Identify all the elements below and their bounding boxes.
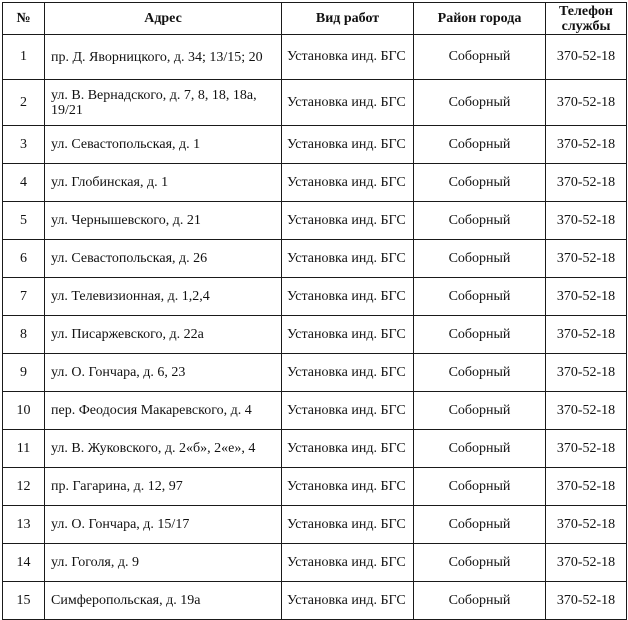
- row-address: ул. О. Гончара, д. 15/17: [45, 506, 282, 544]
- row-work-type: Установка инд. БГС: [282, 240, 414, 278]
- header-phone: Телефон службы: [546, 3, 627, 35]
- table-row: [3, 354, 627, 392]
- row-phone: 370-52-18: [546, 354, 627, 392]
- row-district: Соборный: [414, 354, 546, 392]
- row-address: ул. О. Гончара, д. 6, 23: [45, 354, 282, 392]
- row-district: Соборный: [414, 278, 546, 316]
- row-num: 15: [3, 582, 45, 620]
- row-district: Соборный: [414, 468, 546, 506]
- row-district: Соборный: [414, 544, 546, 582]
- row-district: Соборный: [414, 126, 546, 164]
- row-num: 10: [3, 392, 45, 430]
- table-row: [3, 80, 627, 126]
- row-work-type: Установка инд. БГС: [282, 582, 414, 620]
- row-phone: 370-52-18: [546, 35, 627, 80]
- table-row: [3, 240, 627, 278]
- row-district: Соборный: [414, 506, 546, 544]
- row-num: 13: [3, 506, 45, 544]
- row-num: 4: [3, 164, 45, 202]
- row-num: 11: [3, 430, 45, 468]
- row-phone: 370-52-18: [546, 430, 627, 468]
- row-phone: 370-52-18: [546, 316, 627, 354]
- row-district: Соборный: [414, 202, 546, 240]
- row-work-type: Установка инд. БГС: [282, 164, 414, 202]
- row-phone: 370-52-18: [546, 240, 627, 278]
- work-schedule-table: [2, 2, 627, 620]
- table-row: [3, 430, 627, 468]
- header-num: №: [3, 3, 45, 35]
- row-address: ул. В. Жуковского, д. 2«б», 2«е», 4: [45, 430, 282, 468]
- row-work-type: Установка инд. БГС: [282, 430, 414, 468]
- row-work-type: Установка инд. БГС: [282, 278, 414, 316]
- row-address: ул. В. Вернадского, д. 7, 8, 18, 18а, 19/21: [45, 80, 282, 126]
- table-row: [3, 202, 627, 240]
- table-row: [3, 316, 627, 354]
- row-district: Соборный: [414, 80, 546, 126]
- row-address: Симферопольская, д. 19а: [45, 582, 282, 620]
- row-address: ул. Севастопольская, д. 1: [45, 126, 282, 164]
- table-row: [3, 392, 627, 430]
- row-address: ул. Чернышевского, д. 21: [45, 202, 282, 240]
- row-address: пр. Гагарина, д. 12, 97: [45, 468, 282, 506]
- row-district: Соборный: [414, 164, 546, 202]
- header-district: Район города: [414, 3, 546, 35]
- table-header-row: [3, 3, 627, 35]
- table-row: [3, 582, 627, 620]
- row-num: 3: [3, 126, 45, 164]
- row-work-type: Установка инд. БГС: [282, 392, 414, 430]
- row-phone: 370-52-18: [546, 278, 627, 316]
- row-phone: 370-52-18: [546, 164, 627, 202]
- row-phone: 370-52-18: [546, 468, 627, 506]
- row-num: 14: [3, 544, 45, 582]
- row-num: 7: [3, 278, 45, 316]
- row-address: ул. Писаржевского, д. 22а: [45, 316, 282, 354]
- header-address: Адрес: [45, 3, 282, 35]
- row-work-type: Установка инд. БГС: [282, 506, 414, 544]
- row-district: Соборный: [414, 430, 546, 468]
- table-row: [3, 506, 627, 544]
- row-num: 1: [3, 35, 45, 80]
- row-num: 9: [3, 354, 45, 392]
- row-work-type: Установка инд. БГС: [282, 316, 414, 354]
- row-phone: 370-52-18: [546, 392, 627, 430]
- row-address: пр. Д. Яворницкого, д. 34; 13/15; 20: [45, 35, 282, 80]
- row-phone: 370-52-18: [546, 582, 627, 620]
- row-district: Соборный: [414, 582, 546, 620]
- row-phone: 370-52-18: [546, 126, 627, 164]
- row-district: Соборный: [414, 240, 546, 278]
- table-body: [3, 35, 627, 620]
- row-work-type: Установка инд. БГС: [282, 202, 414, 240]
- row-work-type: Установка инд. БГС: [282, 468, 414, 506]
- row-num: 8: [3, 316, 45, 354]
- row-phone: 370-52-18: [546, 544, 627, 582]
- table-row: [3, 164, 627, 202]
- table-row: [3, 278, 627, 316]
- row-work-type: Установка инд. БГС: [282, 126, 414, 164]
- row-address: ул. Телевизионная, д. 1,2,4: [45, 278, 282, 316]
- row-work-type: Установка инд. БГС: [282, 354, 414, 392]
- row-num: 12: [3, 468, 45, 506]
- row-district: Соборный: [414, 316, 546, 354]
- table-row: [3, 126, 627, 164]
- header-work-type: Вид работ: [282, 3, 414, 35]
- row-address: ул. Севастопольская, д. 26: [45, 240, 282, 278]
- row-district: Соборный: [414, 35, 546, 80]
- table-row: [3, 544, 627, 582]
- table-row: [3, 468, 627, 506]
- row-work-type: Установка инд. БГС: [282, 35, 414, 80]
- row-phone: 370-52-18: [546, 80, 627, 126]
- table-row: [3, 35, 627, 80]
- row-num: 5: [3, 202, 45, 240]
- row-address: ул. Глобинская, д. 1: [45, 164, 282, 202]
- row-address: ул. Гоголя, д. 9: [45, 544, 282, 582]
- row-work-type: Установка инд. БГС: [282, 80, 414, 126]
- row-phone: 370-52-18: [546, 202, 627, 240]
- row-num: 2: [3, 80, 45, 126]
- row-district: Соборный: [414, 392, 546, 430]
- row-phone: 370-52-18: [546, 506, 627, 544]
- row-num: 6: [3, 240, 45, 278]
- row-work-type: Установка инд. БГС: [282, 544, 414, 582]
- row-address: пер. Феодосия Макаревского, д. 4: [45, 392, 282, 430]
